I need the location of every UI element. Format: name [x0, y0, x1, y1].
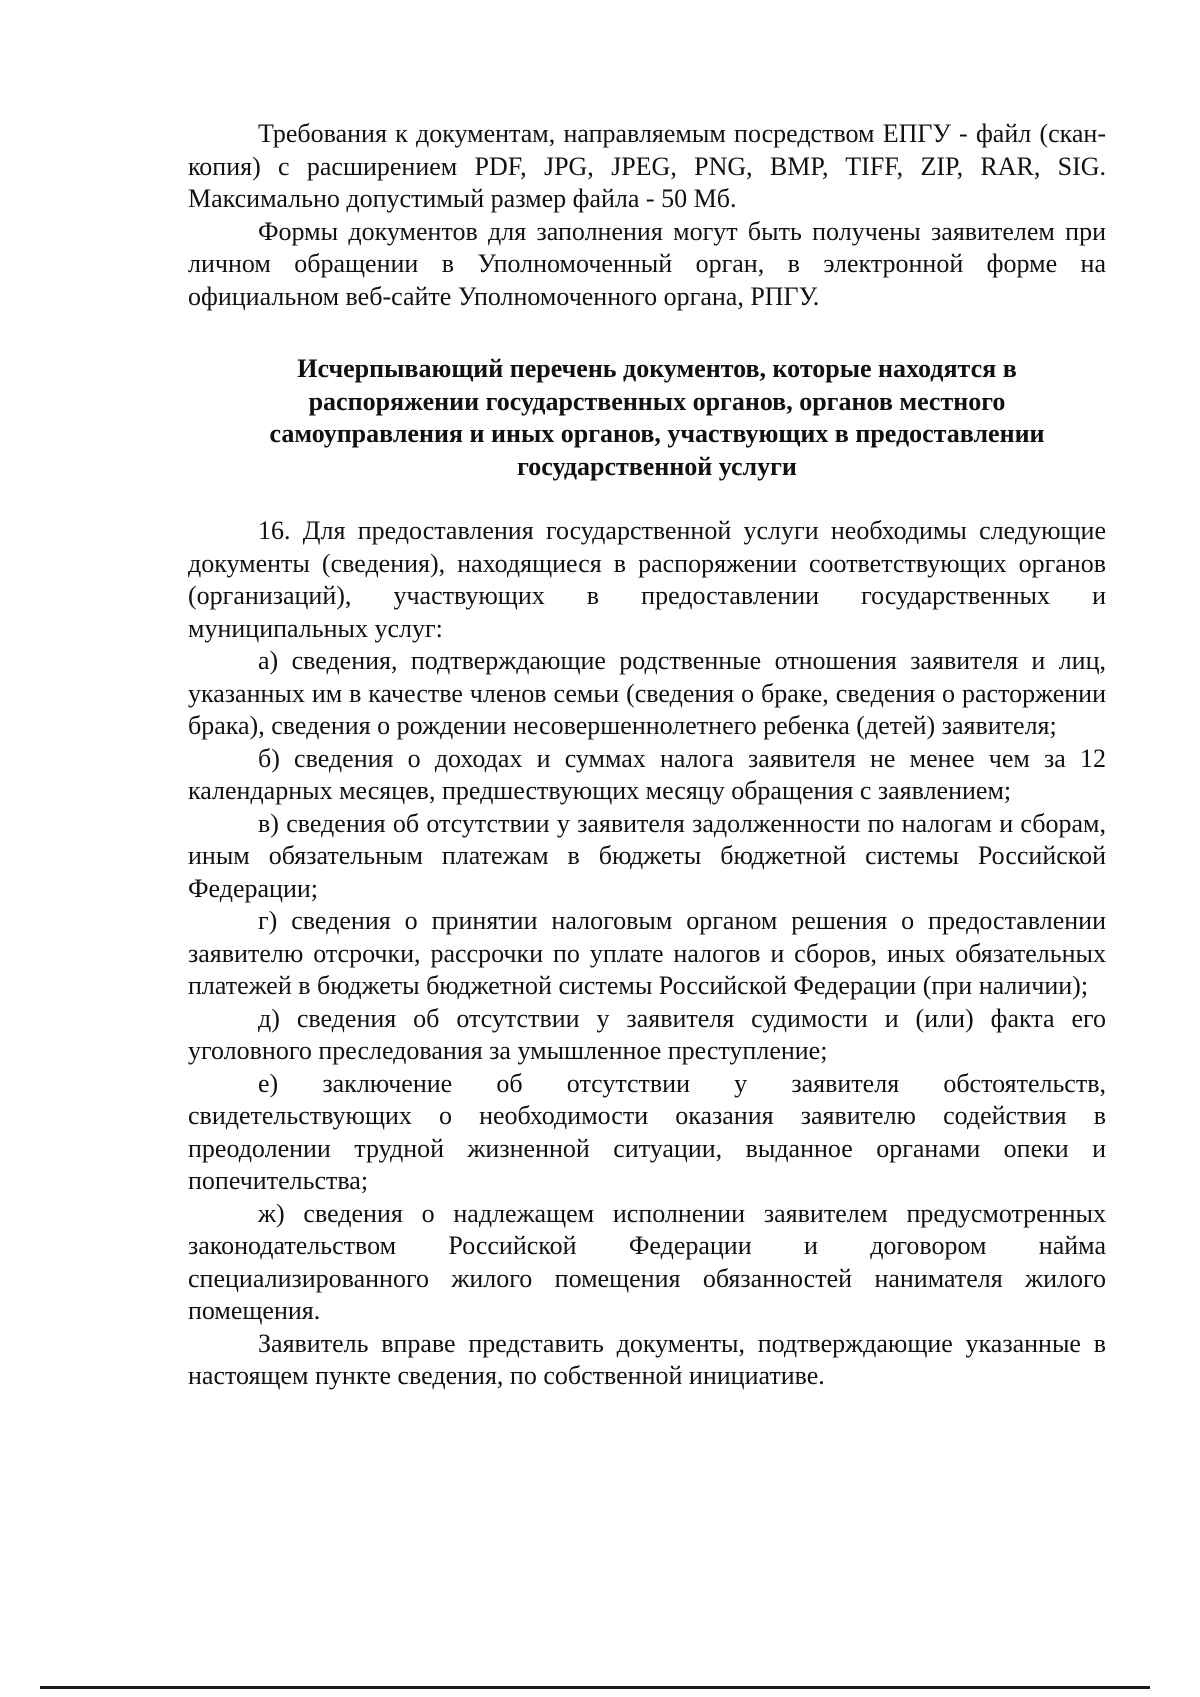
document-page — [188, 118, 1106, 1393]
bottom-divider — [40, 1686, 1150, 1689]
clause-16-lead: 16. Для предоставления государственной услуги необходимы следующие документы (сведения), находящиеся в распоряжении соответствующих органов (организаций), участвующих в предоставлении государственных и муниципальных услуг: — [188, 516, 1106, 643]
clause-item-b: б) сведения о доходах и суммах налога заявителя не менее чем за 12 календарных месяцев, предшествующих месяцу обращения с заявлением; — [188, 743, 1106, 805]
section-heading-line: Исчерпывающий перечень документов, которые находятся в — [297, 354, 1017, 383]
clause-item-zh: ж) сведения о надлежащем исполнении заявителем предусмотренных законодательством Российской Федерации и договором найма специализированного жилого помещения обязанностей нанимателя жилого помещения. — [188, 1198, 1106, 1325]
section-heading-line: самоуправления и иных органов, участвующих в предоставлении — [269, 419, 1045, 448]
forms-availability-paragraph: Формы документов для заполнения могут быть получены заявителем при личном обращении в Уполномоченный орган, в электронной форме на официальном веб-сайте Уполномоченного органа, РПГУ. — [188, 216, 1106, 311]
section-heading-line: распоряжении государственных органов, органов местного — [308, 386, 1006, 416]
clause-item-e: е) заключение об отсутствии у заявителя обстоятельств, свидетельствующих о необходимости оказания заявителю содействия в преодолении трудной жизненной ситуации, выданное органами опеки и попечительства; — [188, 1068, 1106, 1195]
clause-item-a: а) сведения, подтверждающие родственные отношения заявителя и лиц, указанных им в качестве членов семьи (сведения о браке, сведения о расторжении брака), сведения о рождении несовершеннолетнего ребенка (детей) заявителя; — [188, 646, 1106, 740]
clause-closing: Заявитель вправе представить документы, подтверждающие указанные в настоящем пункте сведения, по собственной инициативе. — [188, 1328, 1106, 1390]
clause-item-g: г) сведения о принятии налоговым органом решения о предоставлении заявителю отсрочки, рассрочки по уплате налогов и сборов, иных обязательных платежей в бюджеты бюджетной системы Российской Федерации (при наличии); — [188, 906, 1106, 1000]
section-heading — [188, 353, 1106, 483]
section-heading-line: государственной услуги — [517, 451, 797, 481]
file-requirements-paragraph: Требования к документам, направляемым посредством ЕПГУ - файл (скан-копия) с расширением PDF, JPG, JPEG, PNG, BMP, TIFF, ZIP, RAR, SIG. Максимально допустимый размер файла - 50 Мб. — [188, 119, 1106, 213]
clause-item-v: в) сведения об отсутствии у заявителя задолженности по налогам и сборам, иным обязательным платежам в бюджеты бюджетной системы Российской Федерации; — [188, 808, 1106, 903]
clause-item-d: д) сведения об отсутствии у заявителя судимости и (или) факта его уголовного преследования за умышленное преступление; — [188, 1003, 1106, 1065]
